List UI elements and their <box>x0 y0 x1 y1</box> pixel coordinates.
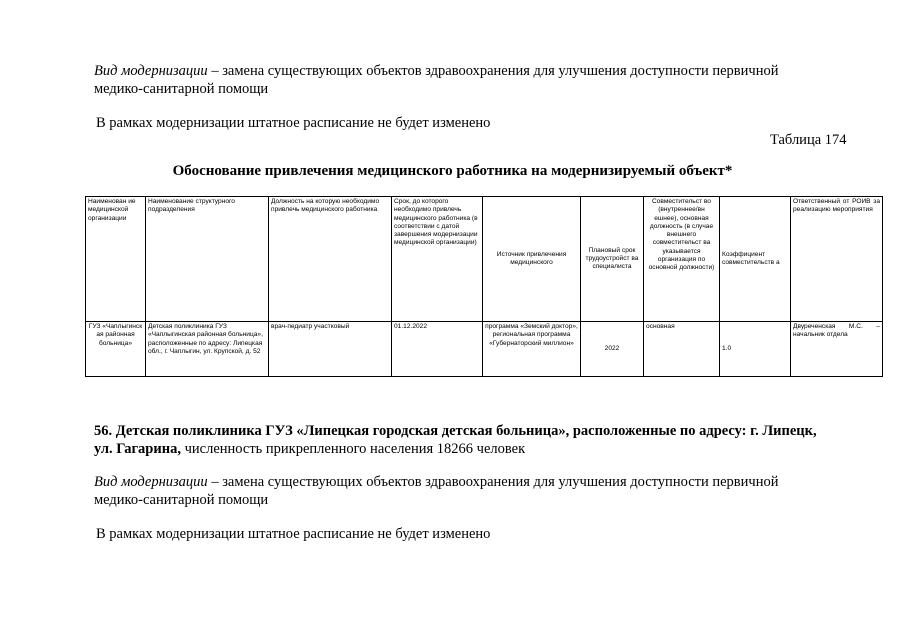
cell-subdivision: Детская поликлиника ГУЗ «Чаплыгинская районная больница», расположенные по адресу: Липецкая обл., г. Чаплыгин, ул. Крупской, д. 52 <box>146 322 269 377</box>
header-cell: Источник привлечения медицинского <box>483 197 581 322</box>
header-cell: Наименование структурного подразделения <box>146 197 269 322</box>
table-row <box>86 322 883 377</box>
section-heading-line-2 <box>94 440 525 459</box>
header-cell: Плановый срок трудоустройст ва специалиста <box>581 197 644 322</box>
staff-note: В рамках модернизации штатное расписание не будет изменено <box>96 526 491 542</box>
modernization-type-label: Вид модернизации <box>94 474 208 490</box>
cell-combination: основная <box>644 322 720 377</box>
header-cell: Коэффициент совместительств а <box>720 197 791 322</box>
section-street: ул. Гагарина, <box>94 441 181 457</box>
cell-coefficient: 1.0 <box>720 322 791 377</box>
modernization-type-line <box>94 62 778 81</box>
table-header-row <box>86 197 883 322</box>
cell-source: программа «Земский доктор», региональная программа «Губернаторский миллион» <box>483 322 581 377</box>
modernization-type-line <box>94 473 778 492</box>
modernization-type-text: – замена существующих объектов здравоохранения для улучшения доступности первичной <box>207 63 779 79</box>
header-cell: Ответственный от РОИВ за реализацию мероприятия <box>791 197 883 322</box>
header-cell: Должность на которую необходимо привлечь медицинского работника <box>269 197 392 322</box>
staff-note: В рамках модернизации штатное расписание не будет изменено <box>96 115 491 131</box>
cell-planned-date: 2022 <box>581 322 644 377</box>
modernization-type-line-2: медико-санитарной помощи <box>94 492 269 508</box>
header-cell: Наименован ие медицинской организации <box>86 197 146 322</box>
cell-organization: ГУЗ «Чаплыгинск ая районная больница» <box>86 322 146 377</box>
table-title: Обоснование привлечения медицинского работника на модернизируемый объект* <box>172 163 733 179</box>
cell-position: врач-педиатр участковый <box>269 322 392 377</box>
modernization-type-line-2: медико-санитарной помощи <box>94 81 269 97</box>
section-population: численность прикрепленного населения 18266 человек <box>180 441 526 457</box>
cell-responsible: Двуреченская М.С. – начальник отдела <box>791 322 883 377</box>
header-cell: Совместительст во (внутреннее/вн ешнее), основная должность (в случае внешнего совместительст ва указывается организация по основной должности) <box>644 197 720 322</box>
section-heading: 56. Детская поликлиника ГУЗ «Липецкая городская детская больница», расположенные по адресу: г. Липецк, <box>94 423 817 439</box>
header-cell: Срок, до которого необходимо привлечь медицинского работника (в соответствии с датой завершения модернизации медицинской организации) <box>392 197 483 322</box>
staffing-table <box>85 196 883 377</box>
cell-deadline: 01.12.2022 <box>392 322 483 377</box>
modernization-type-text: – замена существующих объектов здравоохранения для улучшения доступности первичной <box>207 474 779 490</box>
modernization-type-label: Вид модернизации <box>94 63 208 79</box>
table-label: Таблица 174 <box>770 132 847 148</box>
